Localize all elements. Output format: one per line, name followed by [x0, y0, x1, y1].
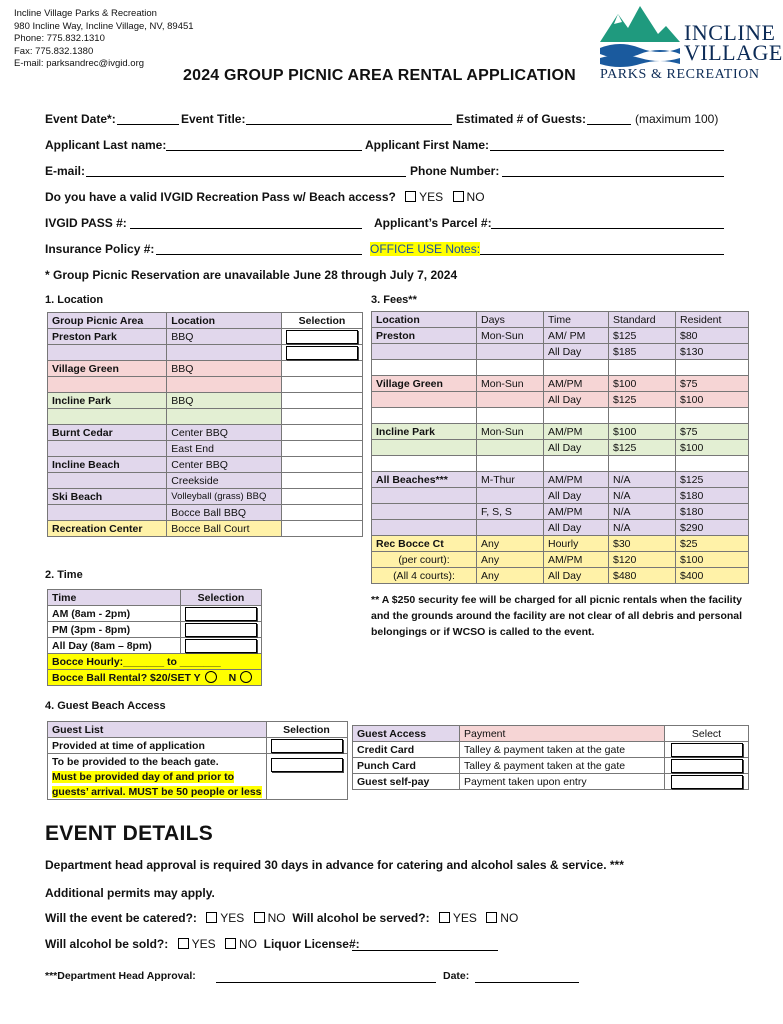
office-notes-label: OFFICE USE Notes: [370, 242, 481, 256]
location-area [48, 409, 167, 425]
fee-cell: Hourly [544, 536, 609, 552]
select-credit-box[interactable] [671, 743, 743, 757]
first-name-field[interactable] [490, 150, 724, 151]
guests-label: Estimated # of Guests: [456, 112, 587, 126]
fee-cell [544, 456, 609, 472]
catered-no-label: NO [267, 911, 286, 925]
table-row [372, 328, 749, 344]
alcohol-served-label: Will alcohol be served?: [292, 911, 430, 925]
served-no-checkbox[interactable] [486, 912, 497, 923]
location-site [167, 345, 282, 361]
table-row [48, 441, 363, 457]
guest-list-sel-col: Selection [266, 722, 347, 738]
fee-cell: Any [477, 568, 544, 584]
fee-cell: (per court): [372, 552, 477, 568]
table-row [372, 360, 749, 376]
fee-cell [609, 456, 676, 472]
selection-box[interactable] [185, 639, 257, 653]
fee-cell: $400 [676, 568, 749, 584]
access-punch: Punch Card [353, 758, 460, 774]
fee-cell: $80 [676, 328, 749, 344]
fee-cell [477, 520, 544, 536]
security-fee-note: ** A $250 security fee will be charged for all picnic rentals when the facility and the grounds around the facility are not clear of all debris and personal belongings or if WCSO is called to the event. [371, 594, 743, 638]
location-table [47, 312, 363, 537]
fee-cell: M-Thur [477, 472, 544, 488]
bocce-rental-label: Bocce Ball Rental? $20/SET Y [52, 672, 201, 684]
alcohol-sold-label: Will alcohol be sold?: [45, 937, 169, 951]
dept-approval-field[interactable] [216, 982, 436, 983]
catered-row [45, 911, 518, 925]
guest-list-row-3: Must be provided day of and prior to [52, 770, 235, 783]
bocce-hourly[interactable]: Bocce Hourly:_______ to _______ [48, 654, 262, 670]
logo [600, 4, 783, 86]
sold-no-label: NO [238, 937, 257, 951]
table-row [48, 489, 363, 505]
fee-cell [477, 440, 544, 456]
fee-cell [477, 408, 544, 424]
selection-box[interactable] [271, 739, 343, 753]
location-selection[interactable] [282, 473, 363, 489]
table-row [353, 758, 749, 774]
table-row [372, 456, 749, 472]
fee-cell: $185 [609, 344, 676, 360]
served-no-label: NO [500, 911, 519, 925]
fee-cell: AM/PM [544, 376, 609, 392]
fee-cell: AM/ PM [544, 328, 609, 344]
table-row [372, 520, 749, 536]
fee-cell: $480 [609, 568, 676, 584]
guest-access-header-row [353, 726, 749, 742]
date-field[interactable] [475, 982, 579, 983]
guest-list-select-1[interactable] [266, 738, 347, 754]
email-label: E-mail: [45, 164, 86, 178]
table-row [372, 568, 749, 584]
fee-cell: All Day [544, 392, 609, 408]
bocce-no-radio[interactable] [240, 671, 252, 683]
fee-cell: $30 [609, 536, 676, 552]
fee-cell: $125 [676, 472, 749, 488]
location-area: Recreation Center [48, 521, 167, 537]
fee-cell [676, 360, 749, 376]
table-row [48, 393, 363, 409]
guest-access-table [352, 725, 749, 790]
table-row [372, 392, 749, 408]
location-selection[interactable] [282, 441, 363, 457]
date-label: Date: [443, 970, 470, 982]
fee-cell: $75 [676, 376, 749, 392]
liquor-label: Liquor License#: [263, 937, 360, 951]
time-header-row [48, 590, 262, 606]
org-phone: Phone: 775.832.1310 [14, 33, 105, 44]
parcel-field[interactable] [491, 228, 724, 229]
payment-credit: Talley & payment taken at the gate [460, 742, 665, 758]
fee-cell: Incline Park [372, 424, 477, 440]
location-site: Creekside [167, 473, 282, 489]
fee-cell: $130 [676, 344, 749, 360]
time-selection[interactable] [181, 606, 262, 622]
logo-line1: INCLINE [684, 20, 776, 45]
selection-box[interactable] [286, 346, 358, 360]
event-title-field[interactable] [246, 124, 452, 125]
header-info [14, 8, 194, 71]
liquor-field[interactable] [352, 950, 498, 951]
fees-col-standard: Standard [609, 312, 676, 328]
location-selection[interactable] [282, 377, 363, 393]
insurance-label: Insurance Policy #: [45, 242, 155, 256]
guest-access-heading: 4. Guest Beach Access [45, 700, 166, 712]
fees-col-location: Location [372, 312, 477, 328]
fees-header-row [372, 312, 749, 328]
guest-access-col: Guest Access [353, 726, 460, 742]
org-name: Incline Village Parks & Recreation [14, 8, 157, 19]
alcohol-sold-row [45, 937, 360, 951]
fee-cell [477, 360, 544, 376]
table-row [48, 329, 363, 345]
fee-cell: All Day [544, 568, 609, 584]
catered-yes-label: YES [220, 911, 245, 925]
fee-cell: Any [477, 536, 544, 552]
fee-cell: $100 [609, 424, 676, 440]
bocce-yes-radio[interactable] [205, 671, 217, 683]
page-title: 2024 GROUP PICNIC AREA RENTAL APPLICATION [183, 67, 576, 84]
pass-num-field[interactable] [130, 228, 362, 229]
fee-cell [676, 408, 749, 424]
table-row [372, 344, 749, 360]
location-col-loc: Location [167, 313, 282, 329]
table-row [353, 774, 749, 790]
table-row [372, 504, 749, 520]
location-site [167, 377, 282, 393]
fee-cell: All Day [544, 488, 609, 504]
fee-cell: $180 [676, 504, 749, 520]
logo-line2: VILLAGE [684, 40, 783, 65]
guest-list-row-1: Provided at time of application [48, 738, 267, 754]
phone-label: Phone Number: [410, 164, 500, 178]
bocce-rental [48, 670, 262, 686]
org-address: 980 Incline Way, Incline Village, NV, 89451 [14, 20, 194, 32]
location-site: Volleyball (grass) BBQ [167, 489, 282, 505]
event-details-heading: EVENT DETAILS [45, 822, 214, 845]
table-row [48, 738, 348, 754]
sold-yes-label: YES [191, 937, 216, 951]
fee-cell [372, 488, 477, 504]
location-site: Center BBQ [167, 457, 282, 473]
fee-cell: N/A [609, 520, 676, 536]
table-row [48, 622, 262, 638]
guest-list-row-4: guests’ arrival. MUST be 50 people or less [52, 785, 262, 798]
table-row [48, 521, 363, 537]
fee-cell [372, 392, 477, 408]
location-selection[interactable] [282, 329, 363, 345]
selection-box[interactable] [286, 330, 358, 344]
location-selection[interactable] [282, 457, 363, 473]
table-row [48, 473, 363, 489]
guest-list-col: Guest List [48, 722, 267, 738]
fee-cell: Preston [372, 328, 477, 344]
location-area: Preston Park [48, 329, 167, 345]
fee-cell: $100 [676, 392, 749, 408]
fee-cell: Rec Bocce Ct [372, 536, 477, 552]
access-credit: Credit Card [353, 742, 460, 758]
served-yes-checkbox[interactable] [439, 912, 450, 923]
payment-punch: Talley & payment taken at the gate [460, 758, 665, 774]
table-row [48, 606, 262, 622]
location-selection[interactable] [282, 521, 363, 537]
selection-box[interactable] [185, 623, 257, 637]
location-site: Center BBQ [167, 425, 282, 441]
fee-cell: N/A [609, 504, 676, 520]
fee-cell [609, 360, 676, 376]
time-heading: 2. Time [45, 569, 83, 581]
location-selection[interactable] [282, 345, 363, 361]
table-row [48, 377, 363, 393]
location-site: BBQ [167, 393, 282, 409]
location-area: Incline Beach [48, 457, 167, 473]
fee-cell: Village Green [372, 376, 477, 392]
table-row [48, 754, 348, 770]
pass-num-label: IVGID PASS #: [45, 216, 127, 230]
table-row [372, 440, 749, 456]
time-selection[interactable] [181, 622, 262, 638]
table-row [372, 536, 749, 552]
location-site: Bocce Ball Court [167, 521, 282, 537]
sold-yes-checkbox[interactable] [178, 938, 189, 949]
guest-list-table [47, 721, 348, 800]
location-selection[interactable] [282, 393, 363, 409]
fee-cell [372, 504, 477, 520]
location-selection[interactable] [282, 489, 363, 505]
location-area [48, 505, 167, 521]
fee-cell: AM/PM [544, 504, 609, 520]
table-row [353, 742, 749, 758]
fee-cell [372, 456, 477, 472]
catered-yes-checkbox[interactable] [206, 912, 217, 923]
fee-cell: All Day [544, 440, 609, 456]
phone-field[interactable] [502, 176, 724, 177]
location-area [48, 377, 167, 393]
parcel-label: Applicant’s Parcel #: [374, 216, 492, 230]
fee-cell: $100 [609, 376, 676, 392]
fee-cell: All Day [544, 344, 609, 360]
fee-cell [372, 360, 477, 376]
time-option: PM (3pm - 8pm) [48, 622, 181, 638]
table-row [48, 409, 363, 425]
selection-box[interactable] [271, 758, 343, 772]
table-row [372, 376, 749, 392]
fee-cell: $75 [676, 424, 749, 440]
event-date-label: Event Date*: [45, 112, 116, 126]
fee-cell [477, 488, 544, 504]
served-yes-label: YES [452, 911, 477, 925]
time-selection[interactable] [181, 638, 262, 654]
location-selection[interactable] [282, 425, 363, 441]
last-name-label: Applicant Last name: [45, 138, 167, 152]
fee-cell [372, 440, 477, 456]
guest-list-header-row [48, 722, 348, 738]
fee-cell [477, 456, 544, 472]
location-site: East End [167, 441, 282, 457]
location-selection[interactable] [282, 409, 363, 425]
office-notes-field[interactable] [480, 254, 724, 255]
fee-cell: Mon-Sun [477, 328, 544, 344]
fee-cell: $125 [609, 328, 676, 344]
location-site: Bocce Ball BBQ [167, 505, 282, 521]
fee-cell: AM/PM [544, 552, 609, 568]
fee-cell: $25 [676, 536, 749, 552]
table-row [372, 488, 749, 504]
time-option: All Day (8am – 8pm) [48, 638, 181, 654]
fees-col-days: Days [477, 312, 544, 328]
fee-cell: $120 [609, 552, 676, 568]
location-area: Incline Park [48, 393, 167, 409]
guest-list-select-2[interactable] [266, 754, 347, 800]
catered-no-checkbox[interactable] [254, 912, 265, 923]
fee-cell [477, 392, 544, 408]
location-area [48, 473, 167, 489]
guests-field[interactable] [587, 124, 631, 125]
location-col-area: Group Picnic Area [48, 313, 167, 329]
guest-list-row-2: To be provided to the beach gate. [48, 754, 267, 770]
fee-cell [676, 456, 749, 472]
location-area [48, 345, 167, 361]
location-area: Burnt Cedar [48, 425, 167, 441]
event-date-field[interactable] [117, 124, 179, 125]
pass-yes-label: YES [419, 190, 444, 204]
location-site: BBQ [167, 361, 282, 377]
location-site [167, 409, 282, 425]
time-option: AM (8am - 2pm) [48, 606, 181, 622]
fee-cell: AM/PM [544, 472, 609, 488]
fee-cell: (All 4 courts): [372, 568, 477, 584]
time-col-selection: Selection [181, 590, 262, 606]
table-row [372, 552, 749, 568]
first-name-label: Applicant First Name: [365, 138, 490, 152]
table-row [372, 424, 749, 440]
location-area: Ski Beach [48, 489, 167, 505]
select-punch-box[interactable] [671, 759, 743, 773]
approval-note: Department head approval is required 30 days in advance for catering and alcohol sales & service. *** [45, 858, 624, 872]
table-row [48, 505, 363, 521]
permits-note: Additional permits may apply. [45, 886, 215, 900]
fee-cell: N/A [609, 488, 676, 504]
last-name-field[interactable] [166, 150, 362, 151]
fee-cell [477, 344, 544, 360]
fee-cell: $125 [609, 392, 676, 408]
fees-col-resident: Resident [676, 312, 749, 328]
fee-cell [544, 360, 609, 376]
pass-no-label: NO [466, 190, 485, 204]
location-selection[interactable] [282, 505, 363, 521]
table-row [372, 472, 749, 488]
table-row [48, 638, 262, 654]
mountain-logo-icon [600, 4, 680, 66]
location-area [48, 441, 167, 457]
location-site: BBQ [167, 329, 282, 345]
fee-cell [372, 520, 477, 536]
table-row [48, 345, 363, 361]
payment-col: Payment [460, 726, 665, 742]
table-row [48, 457, 363, 473]
access-self: Guest self-pay [353, 774, 460, 790]
time-col-time: Time [48, 590, 181, 606]
fee-cell [609, 408, 676, 424]
fee-cell [372, 344, 477, 360]
select-self-box[interactable] [671, 775, 743, 789]
table-row [372, 408, 749, 424]
fee-cell: All Beaches*** [372, 472, 477, 488]
event-title-label: Event Title: [181, 112, 246, 126]
pass-question [45, 190, 485, 204]
fee-cell: Mon-Sun [477, 376, 544, 392]
fee-cell [372, 408, 477, 424]
org-email: E-mail: parksandrec@ivgid.org [14, 58, 145, 69]
fees-table [371, 311, 749, 584]
location-heading: 1. Location [45, 294, 104, 306]
insurance-field[interactable] [156, 254, 362, 255]
bocce-rental-row [48, 670, 262, 686]
location-col-selection: Selection [282, 313, 363, 329]
fee-cell: Mon-Sun [477, 424, 544, 440]
fee-cell: F, S, S [477, 504, 544, 520]
payment-self: Payment taken upon entry [460, 774, 665, 790]
fee-cell: All Day [544, 520, 609, 536]
select-col: Select [665, 726, 749, 742]
fee-cell: $100 [676, 552, 749, 568]
logo-line3: PARKS & RECREATION [600, 67, 760, 82]
table-row [48, 425, 363, 441]
fees-col-time: Time [544, 312, 609, 328]
fee-cell: N/A [609, 472, 676, 488]
pass-question-text: Do you have a valid IVGID Recreation Pass w/ Beach access? [45, 190, 396, 204]
sold-no-checkbox[interactable] [225, 938, 236, 949]
email-field[interactable] [86, 176, 406, 177]
fees-heading: 3. Fees** [371, 294, 417, 306]
pass-yes-checkbox[interactable] [405, 191, 416, 202]
pass-no-checkbox[interactable] [453, 191, 464, 202]
fee-cell: $125 [609, 440, 676, 456]
fee-cell [544, 408, 609, 424]
dept-approval-label: ***Department Head Approval: [45, 970, 196, 982]
fee-cell: $290 [676, 520, 749, 536]
org-fax: Fax: 775.832.1380 [14, 45, 94, 57]
location-area: Village Green [48, 361, 167, 377]
catered-label: Will the event be catered?: [45, 911, 197, 925]
unavailable-note: * Group Picnic Reservation are unavailable June 28 through July 7, 2024 [45, 268, 458, 282]
fee-cell: $100 [676, 440, 749, 456]
bocce-n-label: N [228, 672, 237, 684]
table-row [48, 361, 363, 377]
fee-cell: $180 [676, 488, 749, 504]
bocce-hourly-row [48, 654, 262, 670]
location-selection[interactable] [282, 361, 363, 377]
time-table [47, 589, 262, 686]
fee-cell: AM/PM [544, 424, 609, 440]
fee-cell: Any [477, 552, 544, 568]
guests-max: (maximum 100) [635, 112, 719, 126]
location-header-row [48, 313, 363, 329]
selection-box[interactable] [185, 607, 257, 621]
